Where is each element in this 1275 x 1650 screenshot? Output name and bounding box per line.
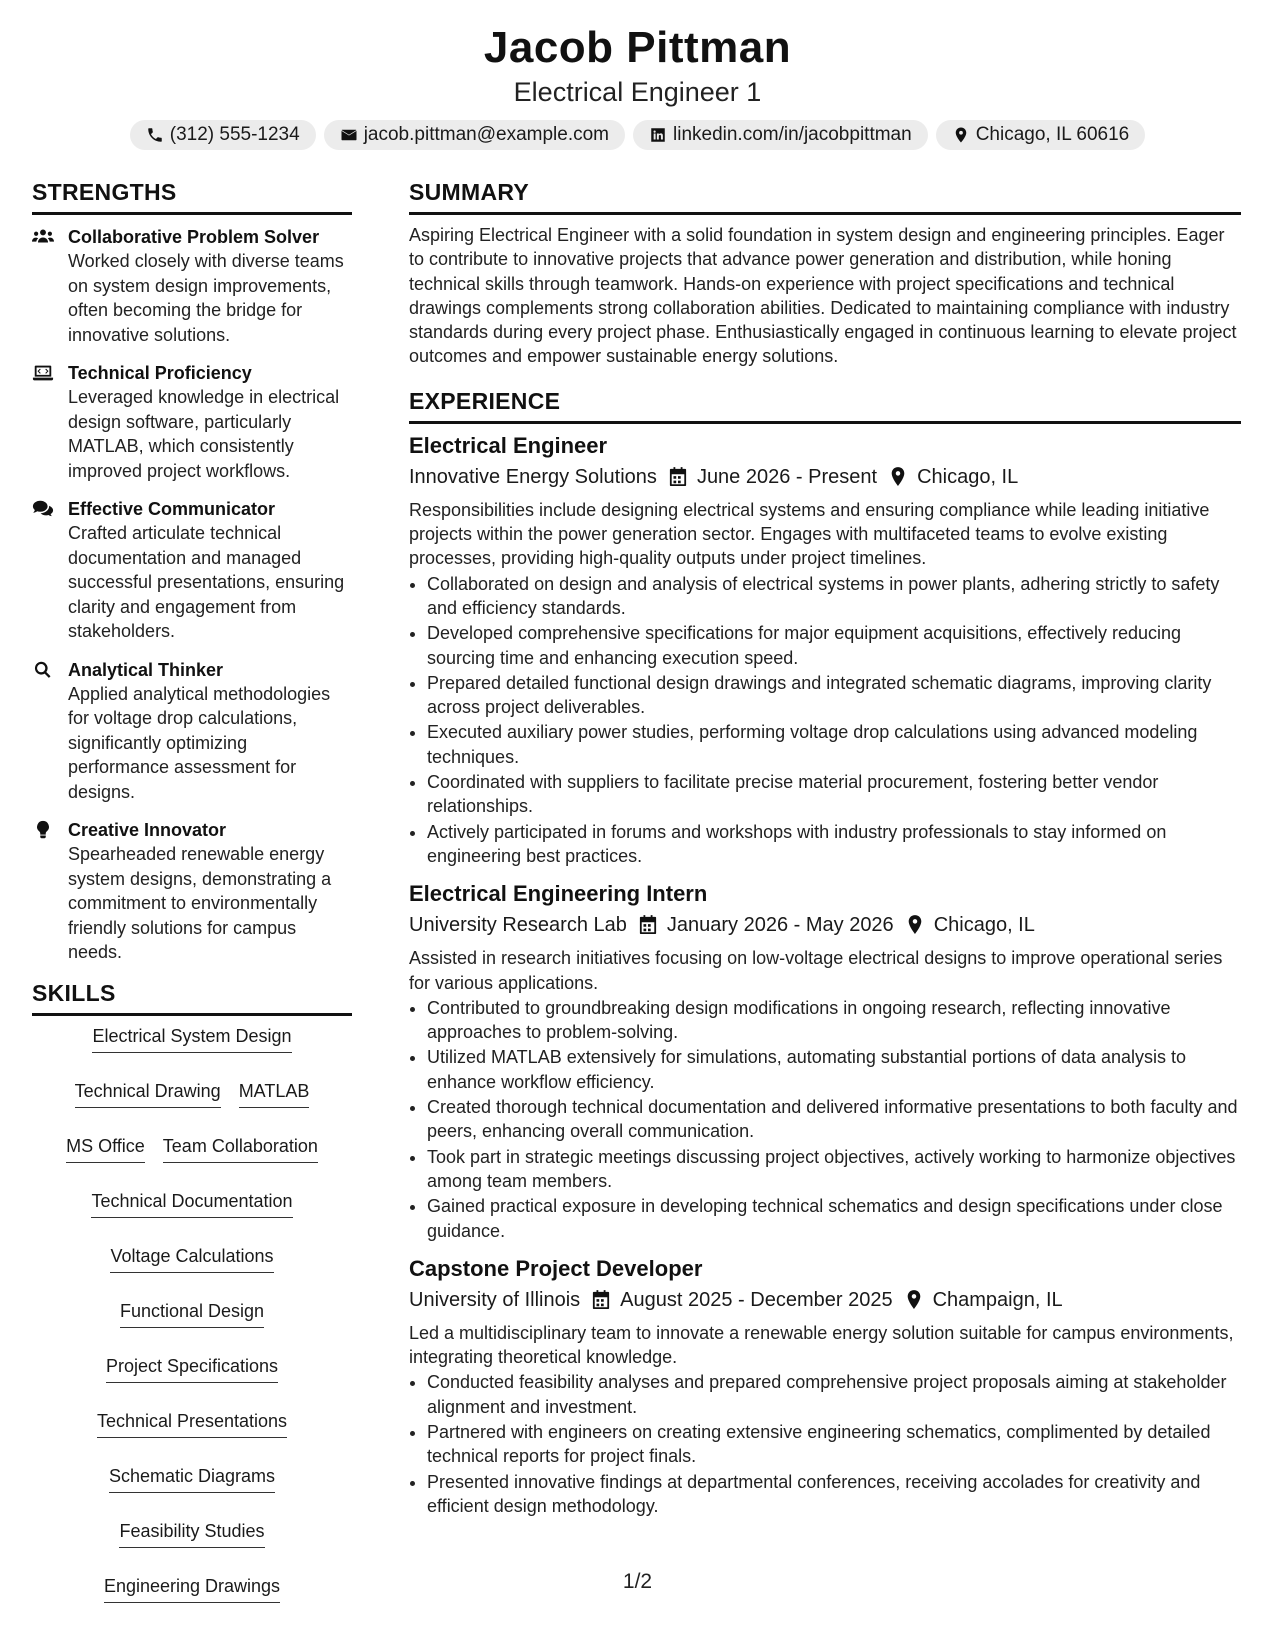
map-pin-icon xyxy=(905,1290,923,1310)
linkedin-icon xyxy=(649,126,667,144)
skill-tag: Electrical System Design xyxy=(92,1024,291,1053)
contact-bar xyxy=(0,120,1275,150)
bullet-item: • Contributed to groundbreaking design modifications in ongoing research, reflecting innovative approaches to problem-solving. xyxy=(427,996,1241,1045)
job-title: Electrical Engineering Intern xyxy=(409,881,708,907)
job-entry xyxy=(409,1255,1241,1518)
page-number: 1/2 xyxy=(622,1570,653,1593)
job-dates: June 2026 - Present xyxy=(696,465,878,488)
job-company: Innovative Energy Solutions xyxy=(409,465,657,488)
strength-title: Analytical Thinker xyxy=(68,659,224,680)
resume-header xyxy=(0,22,1275,150)
job-company: University of Illinois xyxy=(409,1288,581,1311)
bullet-item: • Gained practical exposure in developing technical schematics and design specifications under close guidance. xyxy=(427,1194,1241,1243)
job-meta xyxy=(409,464,1241,490)
strength-item xyxy=(32,818,352,965)
job-entry xyxy=(409,432,1241,868)
bullet-item: • Collaborated on design and analysis of electrical systems in power plants, adhering strictly to safety and efficiency standards. xyxy=(427,572,1241,621)
strength-item xyxy=(32,361,352,483)
skill-tag: Team Collaboration xyxy=(163,1134,318,1163)
experience-section xyxy=(409,387,1241,1518)
job-meta xyxy=(409,912,1241,938)
job-title: Electrical Engineer xyxy=(409,432,608,458)
skill-tag: Functional Design xyxy=(120,1299,264,1328)
skill-tag: Technical Drawing xyxy=(75,1079,221,1108)
job-dates: August 2025 - December 2025 xyxy=(620,1288,893,1311)
skill-tag: Project Specifications xyxy=(106,1354,278,1383)
bullet-item: • Actively participated in forums and workshops with industry professionals to stay informed on engineering best practices. xyxy=(427,820,1241,869)
job-title: Capstone Project Developer xyxy=(409,1255,703,1281)
contact-location[interactable] xyxy=(936,120,1146,150)
job-description: Responsibilities include designing electrical systems and ensuring compliance while leading initiative projects within the power generation sector. Engages with multifaceted teams to evolve existing processes, providing high-quality outputs under project timelines. xyxy=(409,499,1210,569)
users-icon xyxy=(32,227,54,247)
job-meta xyxy=(409,1287,1241,1313)
strength-description: Crafted articulate technical documentation and managed successful presentations, ensuring clarity and engagement from stakeholders. xyxy=(68,523,345,641)
job-description: Led a multidisciplinary team to innovate a renewable energy solution suitable for campus environments, integrating theoretical knowledge. xyxy=(409,1322,1234,1368)
left-column xyxy=(32,178,352,1603)
strength-item xyxy=(32,497,352,644)
candidate-name: Jacob Pittman xyxy=(483,23,792,72)
lightbulb-icon xyxy=(32,820,54,840)
job-company: University Research Lab xyxy=(409,914,627,937)
contact-location-text: Chicago, IL 60616 xyxy=(975,124,1130,145)
candidate-role: Electrical Engineer 1 xyxy=(513,77,762,107)
strength-description: Leveraged knowledge in electrical design software, particularly MATLAB, which consistently improved project workflows. xyxy=(68,387,340,481)
job-dates: January 2026 - May 2026 xyxy=(666,914,894,937)
skill-tag: Technical Documentation xyxy=(91,1189,292,1218)
job-bullets xyxy=(409,572,1241,869)
contact-email[interactable] xyxy=(324,120,625,150)
summary-text: Aspiring Electrical Engineer with a solid foundation in system design and engineering principles. Eager to contribute to innovative projects that advance power generation and distribution, while honing technical skills through teamwork. Hands-on experience with project specifications and technical drawings complements strong collaboration abilities. Dedicated to maintaining compliance with industry standards during every project phase. Enthusiastically engaged in continuous learning to elevate project outcomes and empower sustainable energy solutions. xyxy=(409,225,1237,367)
skill-tag: MATLAB xyxy=(239,1079,310,1108)
bullet-item: • Developed comprehensive specifications for major equipment acquisitions, effectively reducing sourcing time and enhancing execution speed. xyxy=(427,621,1241,670)
skill-tag: Engineering Drawings xyxy=(104,1574,280,1603)
calendar-icon xyxy=(639,915,657,935)
skill-tag: Schematic Diagrams xyxy=(109,1464,275,1493)
job-location: Chicago, IL xyxy=(917,465,1019,488)
strength-description: Spearheaded renewable energy system designs, demonstrating a commitment to environmentally friendly solutions for campus needs. xyxy=(68,844,332,962)
skills-section xyxy=(32,979,352,1603)
skills-heading: SKILLS xyxy=(32,979,352,1016)
strength-title: Collaborative Problem Solver xyxy=(68,227,320,247)
contact-linkedin-text: linkedin.com/in/jacobpittman xyxy=(673,124,912,145)
contact-email-text: jacob.pittman@example.com xyxy=(363,124,609,145)
comments-icon xyxy=(32,499,54,519)
bullet-item: • Took part in strategic meetings discussing project objectives, actively working to harmonize objectives among team members. xyxy=(427,1145,1241,1194)
strength-title: Creative Innovator xyxy=(68,820,227,840)
contact-phone[interactable] xyxy=(130,120,316,150)
contact-phone-text: (312) 555-1234 xyxy=(169,124,300,145)
skill-tag: Voltage Calculations xyxy=(110,1244,273,1273)
skills-list xyxy=(32,1016,352,1603)
map-pin-icon xyxy=(952,126,970,144)
magnifier-icon xyxy=(32,660,54,680)
strengths-list xyxy=(32,225,352,965)
strengths-heading: STRENGTHS xyxy=(32,178,352,215)
strength-item xyxy=(32,225,352,347)
bullet-item: • Coordinated with suppliers to facilitate precise material procurement, fostering better vendor relationships. xyxy=(427,770,1241,819)
map-pin-icon xyxy=(906,915,924,935)
strength-description: Worked closely with diverse teams on system design improvements, often becoming the bridge for innovative solutions. xyxy=(68,251,344,345)
job-description: Assisted in research initiatives focusing on low-voltage electrical designs to improve operational series for various applications. xyxy=(409,948,1223,993)
bullet-item: • Partnered with engineers on creating extensive engineering schematics, complimented by detailed technical reports for project finals. xyxy=(427,1420,1241,1469)
contact-linkedin[interactable] xyxy=(633,120,928,150)
job-bullets xyxy=(409,996,1241,1243)
summary-heading: SUMMARY xyxy=(409,178,1241,215)
laptop-code-icon xyxy=(32,363,54,383)
experience-heading: EXPERIENCE xyxy=(409,387,1241,424)
bullet-item: • Executed auxiliary power studies, performing voltage drop calculations using advanced modeling techniques. xyxy=(427,720,1241,769)
strength-description: Applied analytical methodologies for voltage drop calculations, significantly optimizing performance assessment for designs. xyxy=(68,683,331,802)
bullet-item: • Created thorough technical documentation and delivered informative presentations to both faculty and peers, enhancing overall communication. xyxy=(427,1095,1241,1144)
strength-item xyxy=(32,658,352,805)
calendar-icon xyxy=(592,1290,610,1310)
bullet-item: • Conducted feasibility analyses and prepared comprehensive project proposals aiming at stakeholder alignment and investment. xyxy=(427,1370,1241,1419)
strength-title: Technical Proficiency xyxy=(68,363,252,383)
calendar-icon xyxy=(669,467,687,487)
skill-tag: Feasibility Studies xyxy=(119,1519,264,1548)
bullet-item: • Utilized MATLAB extensively for simulations, automating substantial portions of data analysis to enhance workflow efficiency. xyxy=(427,1045,1241,1094)
right-column xyxy=(409,178,1241,1519)
job-entry xyxy=(409,880,1241,1243)
envelope-icon xyxy=(340,126,358,144)
map-pin-icon xyxy=(889,467,907,487)
job-bullets xyxy=(409,1370,1241,1518)
skill-tag: MS Office xyxy=(66,1134,145,1163)
job-location: Champaign, IL xyxy=(932,1288,1063,1311)
job-location: Chicago, IL xyxy=(933,914,1035,937)
skill-tag: Technical Presentations xyxy=(97,1409,287,1438)
phone-icon xyxy=(146,126,164,144)
bullet-item: • Prepared detailed functional design drawings and integrated schematic diagrams, improving clarity across project deliverables. xyxy=(427,671,1241,720)
strength-title: Effective Communicator xyxy=(68,499,276,519)
bullet-item: • Presented innovative findings at departmental conferences, receiving accolades for creativity and efficient design methodology. xyxy=(427,1470,1241,1519)
